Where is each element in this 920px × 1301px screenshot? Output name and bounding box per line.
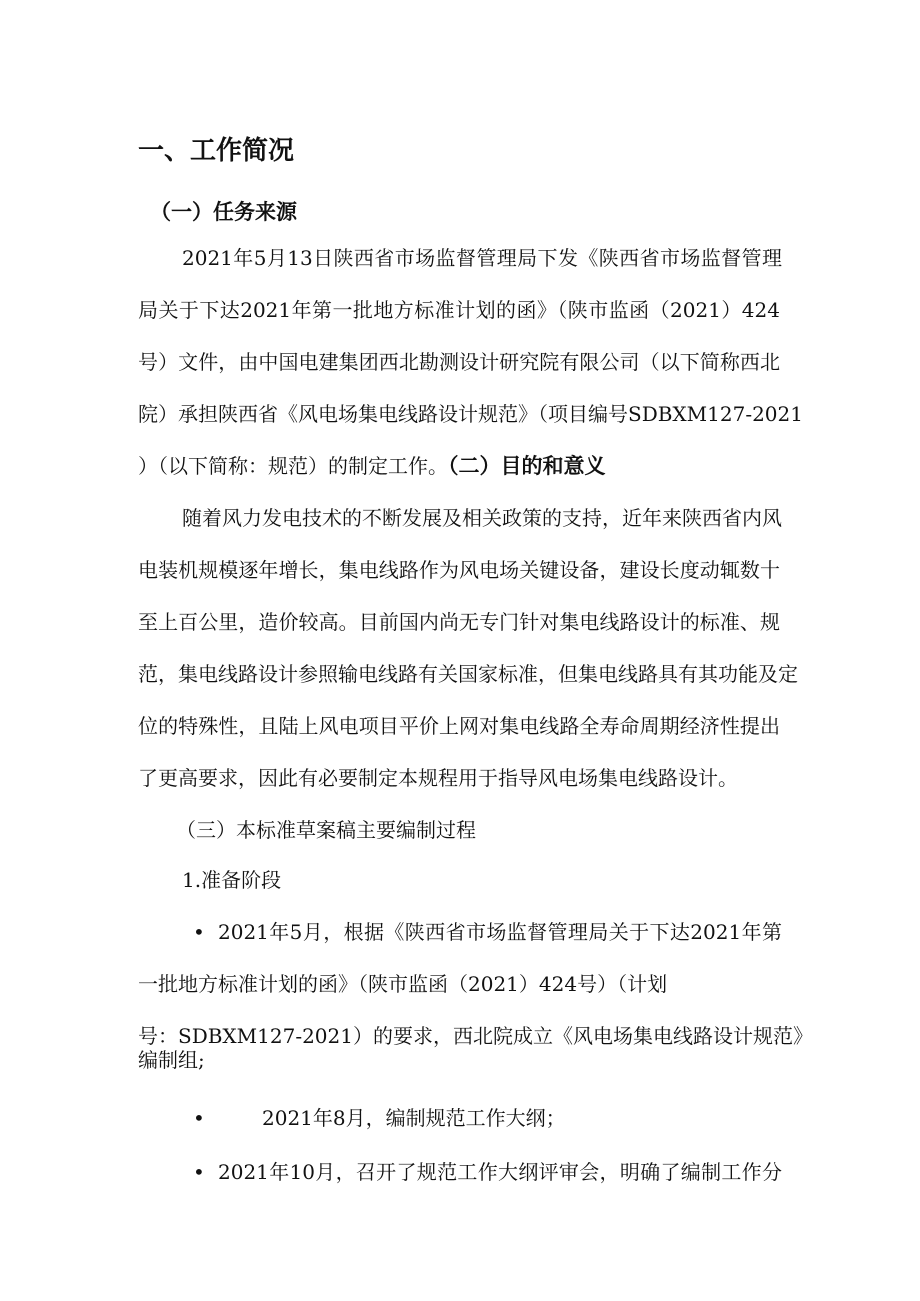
bullet-1-line-2: 一批地方标准计划的函》（陕市监函（2021）424号）（计划 — [138, 972, 668, 996]
subsection-drafting-process: （三）本标准草案稿主要编制过程 — [176, 818, 476, 842]
para2-line-5: 位的特殊性，且陆上风电项目平价上网对集电线路全寿命周期经济性提出 — [138, 714, 780, 738]
subsection-purpose: （二）目的和意义 — [448, 454, 606, 478]
para2-line-4: 范，集电线路设计参照输电线路有关国家标准，但集电线路具有其功能及定 — [138, 662, 798, 686]
bullet-1-line-1: 2021年5月，根据《陕西省市场监督管理局关于下达2021年第 — [218, 920, 782, 944]
subsection-preparation-stage: 1.准备阶段 — [182, 868, 282, 892]
bullet-1-line-3: 号：SDBXM127-2021）的要求，西北院成立《风电场集电线路设计规范》 — [138, 1024, 813, 1048]
para2-line-1: 随着风力发电技术的不断发展及相关政策的支持，近年来陕西省内风 — [182, 506, 782, 530]
bullet-3-dot: • — [193, 1160, 205, 1184]
para1-line-2: 局关于下达2021年第一批地方标准计划的函》（陕市监函（2021）424 — [138, 298, 780, 322]
bullet-3-text: 2021年10月，召开了规范工作大纲评审会，明确了编制工作分 — [218, 1160, 782, 1184]
para2-line-3: 至上百公里，造价较高。目前国内尚无专门针对集电线路设计的标准、规 — [138, 610, 780, 634]
subsection-task-source: （一）任务来源 — [150, 200, 297, 224]
para1-line-5-text: ）（以下简称：规范）的制定工作。 — [138, 454, 448, 478]
bullet-1-dot: • — [193, 920, 205, 944]
bullet-2-dot: • — [193, 1106, 205, 1130]
para1-line-4: 院）承担陕西省《风电场集电线路设计规范》（项目编号SDBXM127-2021 — [138, 402, 803, 426]
bullet-2-text: 2021年8月，编制规范工作大纲； — [262, 1106, 566, 1130]
para2-line-6: 了更高要求，因此有必要制定本规程用于指导风电场集电线路设计。 — [138, 766, 738, 790]
section-title: 一、工作简况 — [138, 136, 295, 166]
para1-line-1: 2021年5月13日陕西省市场监督管理局下发《陕西省市场监督管理 — [182, 246, 782, 270]
para1-line-5 — [138, 452, 606, 480]
para2-line-2: 电装机规模逐年增长，集电线路作为风电场关键设备，建设长度动辄数十 — [138, 558, 780, 582]
bullet-1-line-4: 编制组; — [138, 1048, 205, 1072]
para1-line-3: 号）文件，由中国电建集团西北勘测设计研究院有限公司（以下简称西北 — [138, 350, 780, 374]
